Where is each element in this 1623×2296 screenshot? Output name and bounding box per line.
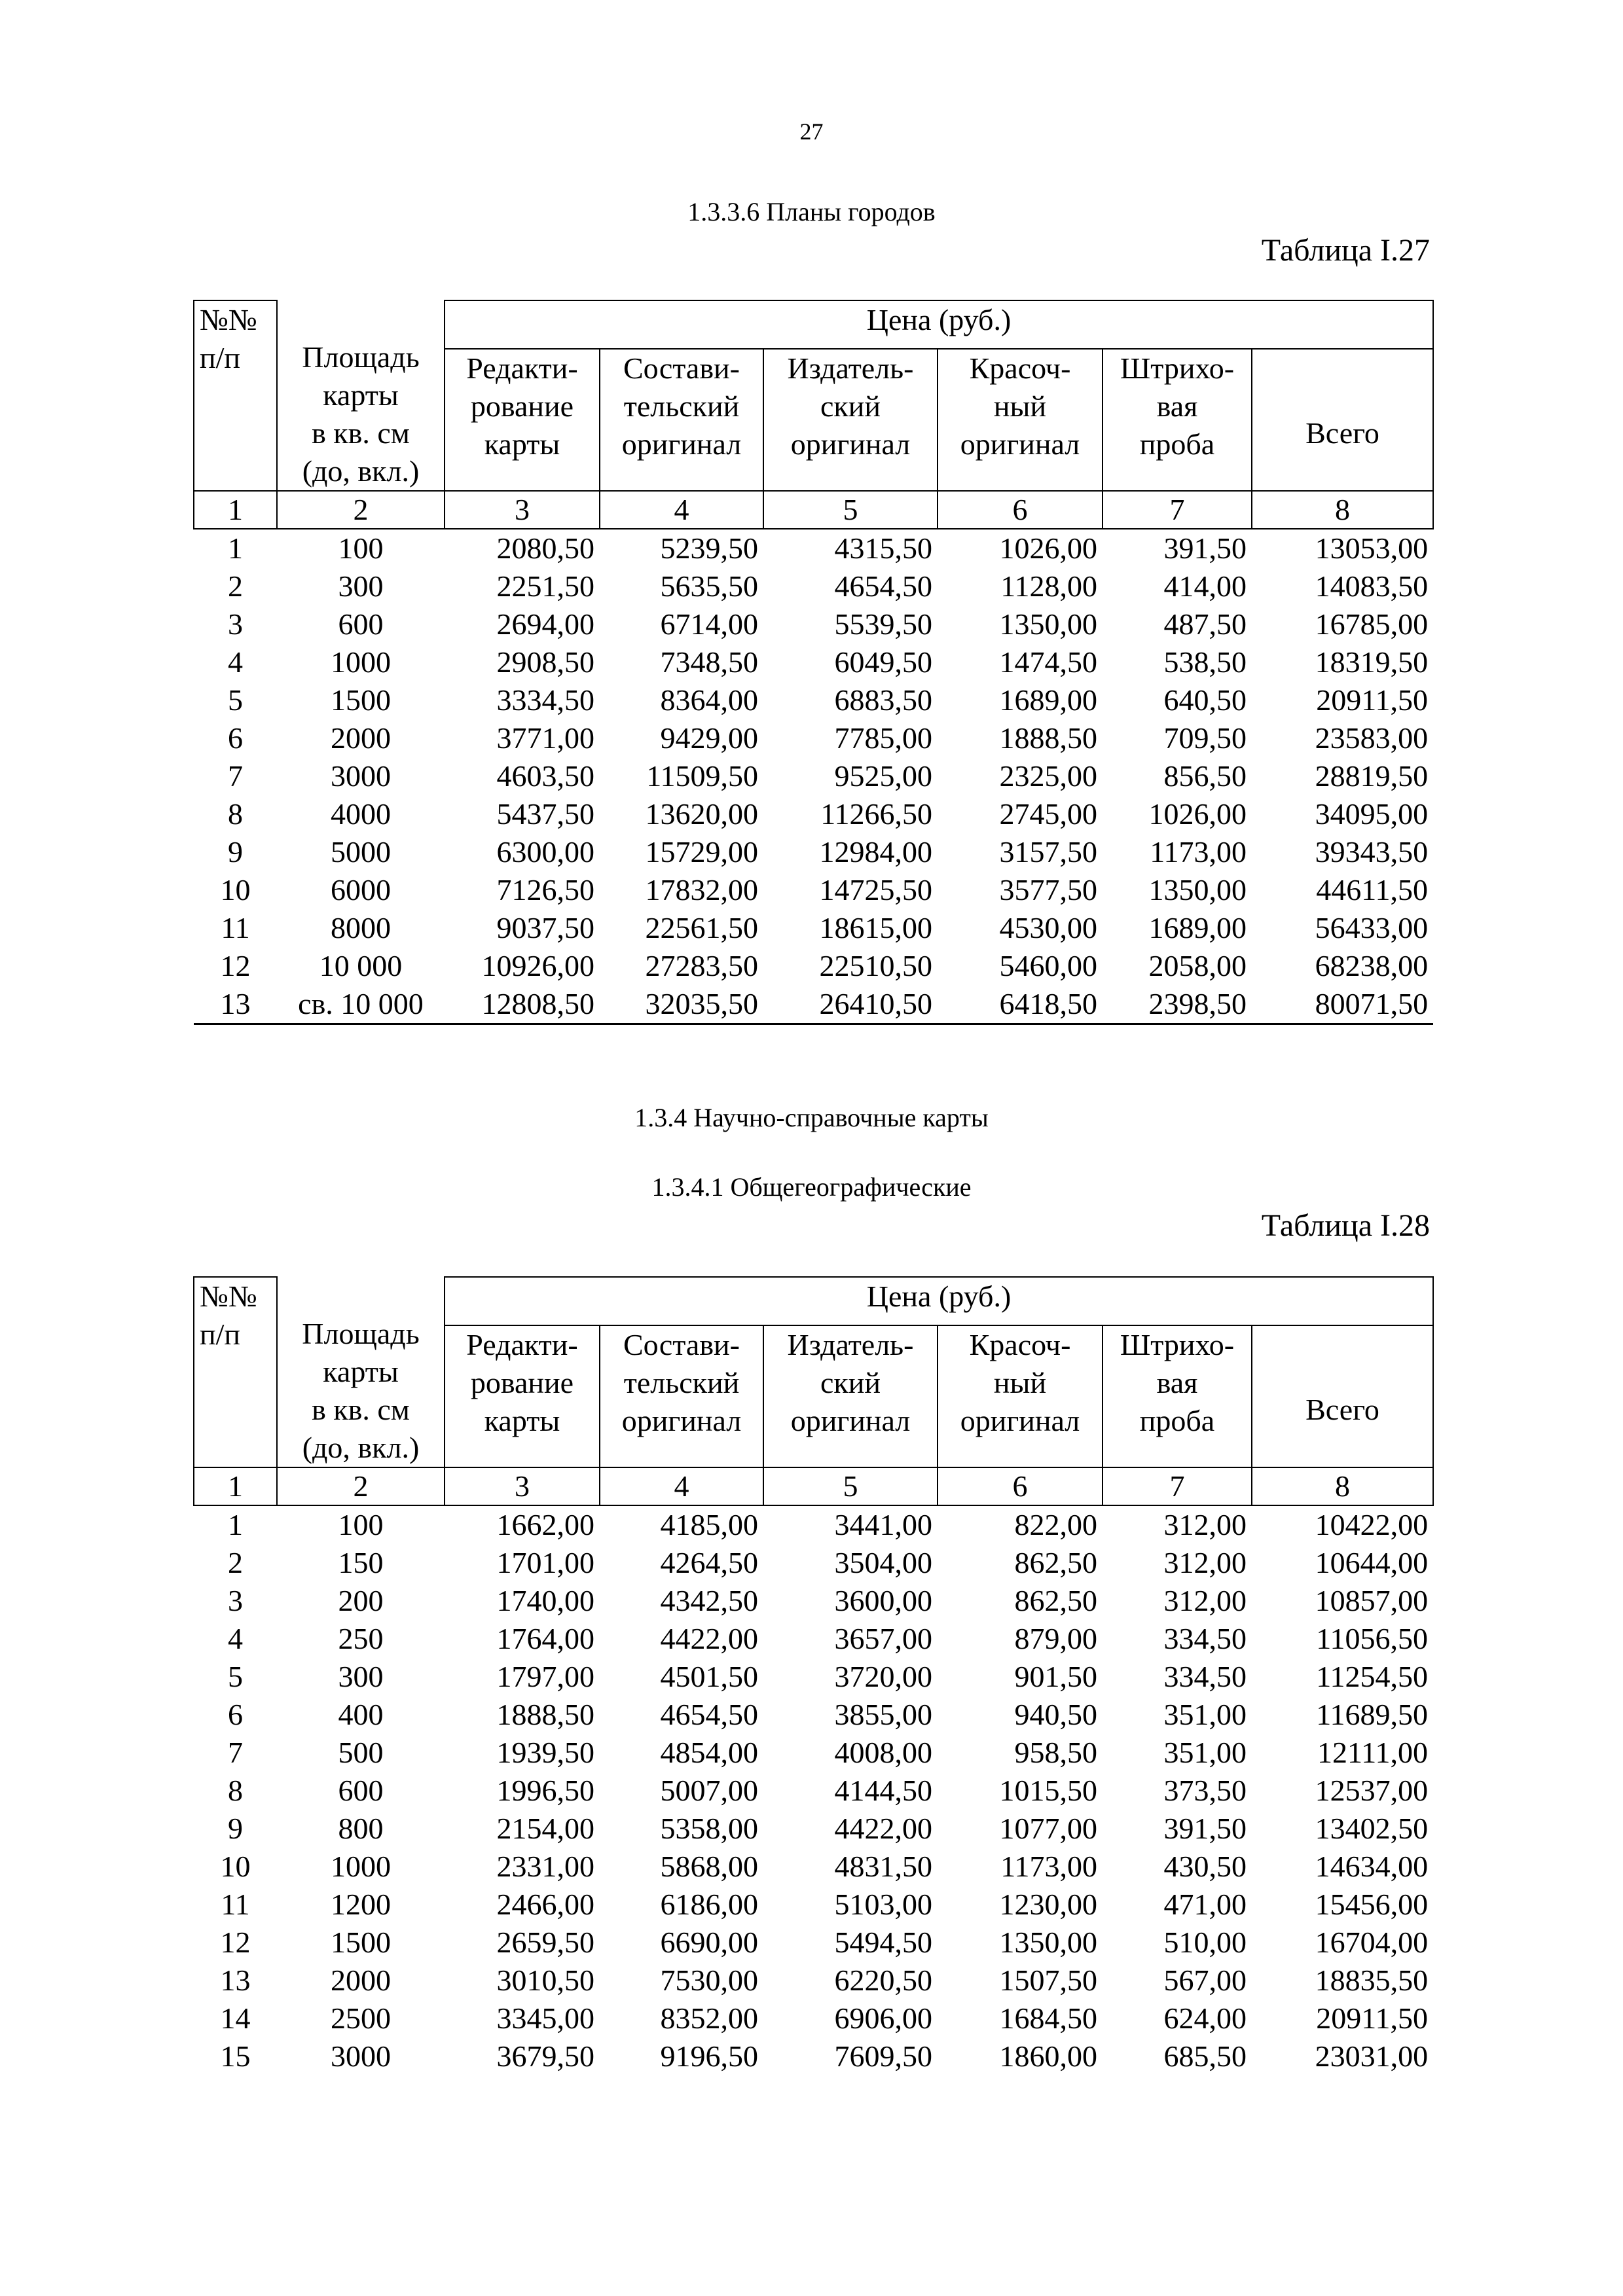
- area-cell: 800: [338, 1812, 384, 1845]
- color-price-cell: 1350,00: [999, 607, 1097, 641]
- row-number-cell: 7: [228, 759, 243, 793]
- compiler-price-cell: 4185,00: [660, 1508, 758, 1541]
- compiler-price-cell: 17832,00: [645, 873, 758, 906]
- row-number-cell: 10: [220, 1850, 251, 1883]
- row-number-cell: 13: [194, 985, 277, 1024]
- table-row: [194, 947, 1433, 985]
- editing-price-cell: 3679,50: [496, 2039, 594, 2073]
- area-cell: 3000: [331, 759, 391, 793]
- total-price-cell: 12537,00: [1315, 1774, 1429, 1807]
- area-cell: 1500: [331, 683, 391, 717]
- proof-price-cell: 1350,00: [1148, 873, 1247, 906]
- total-price-cell: 28819,50: [1315, 759, 1429, 793]
- total-price-cell: 56433,00: [1315, 911, 1429, 944]
- area-cell: 3000: [331, 2039, 391, 2073]
- color-price-cell: 1684,50: [999, 2001, 1097, 2035]
- column-number: 7: [1103, 491, 1252, 529]
- header-number: №№ п/п: [194, 1277, 277, 1467]
- total-price-cell: 23583,00: [1315, 721, 1429, 755]
- table-row: [194, 529, 1433, 567]
- editing-price-cell: 1939,50: [496, 1736, 594, 1769]
- compiler-price-cell: 11509,50: [646, 759, 758, 793]
- compiler-price-cell: 6186,00: [660, 1888, 758, 1921]
- total-price-cell: 10857,00: [1315, 1584, 1429, 1617]
- color-price-cell: 3577,50: [999, 873, 1097, 906]
- publisher-price-cell: 26410,50: [763, 985, 938, 1024]
- row-number-cell: 4: [228, 1622, 243, 1655]
- row-number-cell: 6: [228, 721, 243, 755]
- row-number-cell: 10: [220, 873, 251, 906]
- publisher-price-cell: 7609,50: [834, 2039, 932, 2073]
- area-cell: 1500: [331, 1926, 391, 1959]
- editing-price-cell: 1764,00: [496, 1622, 594, 1655]
- column-number: 6: [938, 1467, 1103, 1505]
- row-number-cell: 3: [228, 1584, 243, 1617]
- area-cell: 500: [338, 1736, 384, 1769]
- color-price-cell: 822,00: [1014, 1508, 1097, 1541]
- proof-price-cell: 510,00: [1163, 1926, 1247, 1959]
- column-number: 4: [600, 1467, 763, 1505]
- area-cell: св. 10 000: [277, 985, 445, 1024]
- publisher-price-cell: 6883,50: [834, 683, 932, 717]
- total-price-cell: 68238,00: [1315, 949, 1429, 982]
- area-cell: 250: [338, 1622, 384, 1655]
- publisher-price-cell: 18615,00: [819, 911, 932, 944]
- proof-price-cell: 2058,00: [1148, 949, 1247, 982]
- total-price-cell: 20911,50: [1316, 683, 1429, 717]
- table-row: [194, 909, 1433, 947]
- table-row: [194, 605, 1433, 643]
- color-price-cell: 1015,50: [999, 1774, 1097, 1807]
- compiler-price-cell: 4422,00: [660, 1622, 758, 1655]
- proof-price-cell: 414,00: [1163, 569, 1247, 603]
- total-price-cell: 13053,00: [1315, 531, 1429, 565]
- header-color-original: Красоч- ный оригинал: [938, 1325, 1103, 1467]
- total-price-cell: 10422,00: [1315, 1508, 1429, 1541]
- header-publisher-original: Издатель- ский оригинал: [763, 349, 938, 491]
- editing-price-cell: 3345,00: [496, 2001, 594, 2035]
- publisher-price-cell: 4144,50: [834, 1774, 932, 1807]
- compiler-price-cell: 6690,00: [660, 1926, 758, 1959]
- proof-price-cell: 640,50: [1163, 683, 1247, 717]
- publisher-price-cell: 3600,00: [834, 1584, 932, 1617]
- row-number-cell: 1: [228, 1508, 243, 1541]
- area-cell: 100: [338, 1508, 384, 1541]
- area-cell: 2000: [331, 721, 391, 755]
- publisher-price-cell: 11266,50: [820, 797, 932, 831]
- editing-price-cell: 2331,00: [496, 1850, 594, 1883]
- section-heading-city-plans: 1.3.3.6 Планы городов: [687, 197, 936, 226]
- compiler-price-cell: 5239,50: [660, 531, 758, 565]
- column-number: 6: [938, 491, 1103, 529]
- table-row: [194, 1582, 1433, 1620]
- area-cell: 150: [338, 1546, 384, 1579]
- publisher-price-cell: 6220,50: [834, 1964, 932, 1997]
- proof-price-cell: 487,50: [1163, 607, 1247, 641]
- column-number: 1: [194, 1467, 277, 1505]
- proof-price-cell: 538,50: [1163, 645, 1247, 679]
- compiler-price-cell: 22561,50: [645, 911, 758, 944]
- editing-price-cell: 2466,00: [496, 1888, 594, 1921]
- proof-price-cell: 430,50: [1163, 1850, 1247, 1883]
- area-cell: 400: [338, 1698, 384, 1731]
- proof-price-cell: 471,00: [1163, 1888, 1247, 1921]
- table-caption-1-28: Таблица I.28: [1261, 1208, 1430, 1243]
- editing-price-cell: 1701,00: [496, 1546, 594, 1579]
- editing-price-cell: 3010,50: [496, 1964, 594, 1997]
- total-price-cell: 14083,50: [1315, 569, 1429, 603]
- color-price-cell: 901,50: [1014, 1660, 1097, 1693]
- area-cell: 8000: [331, 911, 391, 944]
- proof-price-cell: 856,50: [1163, 759, 1247, 793]
- proof-price-cell: 1173,00: [1150, 835, 1247, 869]
- compiler-price-cell: 9429,00: [660, 721, 758, 755]
- publisher-price-cell: 5103,00: [834, 1888, 932, 1921]
- editing-price-cell: 1662,00: [496, 1508, 594, 1541]
- proof-price-cell: 1689,00: [1148, 911, 1247, 944]
- publisher-price-cell: 12984,00: [819, 835, 932, 869]
- page-number: 27: [799, 118, 824, 145]
- color-price-cell: 958,50: [1014, 1736, 1097, 1769]
- area-cell: 5000: [331, 835, 391, 869]
- column-number: 2: [277, 1467, 445, 1505]
- table-row: [194, 871, 1433, 909]
- compiler-price-cell: 5868,00: [660, 1850, 758, 1883]
- editing-price-cell: 9037,50: [496, 911, 594, 944]
- publisher-price-cell: 7785,00: [834, 721, 932, 755]
- editing-price-cell: 2659,50: [496, 1926, 594, 1959]
- total-price-cell: 11056,50: [1316, 1622, 1429, 1655]
- total-price-cell: 16785,00: [1315, 607, 1429, 641]
- row-number-cell: 1: [228, 531, 243, 565]
- color-price-cell: 1860,00: [999, 2039, 1097, 2073]
- editing-price-cell: 2908,50: [496, 645, 594, 679]
- compiler-price-cell: 4654,50: [660, 1698, 758, 1731]
- row-number-cell: 14: [220, 2001, 251, 2035]
- compiler-price-cell: 15729,00: [645, 835, 758, 869]
- table-row: [194, 1696, 1433, 1734]
- compiler-price-cell: 4264,50: [660, 1546, 758, 1579]
- area-cell: 600: [338, 607, 384, 641]
- proof-price-cell: 1026,00: [1148, 797, 1247, 831]
- publisher-price-cell: 3657,00: [834, 1622, 932, 1655]
- publisher-price-cell: 6049,50: [834, 645, 932, 679]
- header-editing: Редакти- рование карты: [445, 349, 600, 491]
- table-row: [194, 1810, 1433, 1848]
- editing-price-cell: 6300,00: [496, 835, 594, 869]
- row-number-cell: 7: [228, 1736, 243, 1769]
- table-row: [194, 1924, 1433, 1962]
- proof-price-cell: 624,00: [1163, 2001, 1247, 2035]
- row-number-cell: 5: [228, 1660, 243, 1693]
- table-row: [194, 1962, 1433, 2000]
- publisher-price-cell: 14725,50: [819, 873, 932, 906]
- proof-price-cell: 334,50: [1163, 1660, 1247, 1693]
- proof-price-cell: 373,50: [1163, 1774, 1247, 1807]
- column-number: 8: [1252, 1467, 1433, 1505]
- compiler-price-cell: 5635,50: [660, 569, 758, 603]
- color-price-cell: 862,50: [1014, 1546, 1097, 1579]
- publisher-price-cell: 5494,50: [834, 1926, 932, 1959]
- publisher-price-cell: 4831,50: [834, 1850, 932, 1883]
- proof-price-cell: 351,00: [1163, 1698, 1247, 1731]
- column-number: 5: [763, 1467, 938, 1505]
- header-area: Площадь карты в кв. см (до, вкл.): [277, 300, 445, 491]
- total-price-cell: 15456,00: [1315, 1888, 1429, 1921]
- table-row: [194, 1505, 1433, 1544]
- area-cell: 1000: [331, 1850, 391, 1883]
- compiler-price-cell: 8364,00: [660, 683, 758, 717]
- color-price-cell: 862,50: [1014, 1584, 1097, 1617]
- compiler-price-cell: 8352,00: [660, 2001, 758, 2035]
- editing-price-cell: 2154,00: [496, 1812, 594, 1845]
- publisher-price-cell: 3504,00: [834, 1546, 932, 1579]
- table-row: [194, 1886, 1433, 1924]
- proof-price-cell: 312,00: [1163, 1584, 1247, 1617]
- proof-price-cell: 709,50: [1163, 721, 1247, 755]
- compiler-price-cell: 9196,50: [660, 2039, 758, 2073]
- editing-price-cell: 2080,50: [496, 531, 594, 565]
- subsection-heading-general-geographic: 1.3.4.1 Общегеографические: [651, 1172, 972, 1202]
- compiler-price-cell: 4854,00: [660, 1736, 758, 1769]
- color-price-cell: 2745,00: [999, 797, 1097, 831]
- compiler-price-cell: 7530,00: [660, 1964, 758, 1997]
- header-compiler-original: Состави- тельский оригинал: [600, 349, 763, 491]
- editing-price-cell: 10926,00: [481, 949, 594, 982]
- publisher-price-cell: 4654,50: [834, 569, 932, 603]
- table-row: [194, 985, 1433, 1024]
- compiler-price-cell: 4342,50: [660, 1584, 758, 1617]
- section-heading-reference-maps: 1.3.4 Научно-справочные карты: [634, 1103, 989, 1132]
- proof-price-cell: 391,50: [1163, 531, 1247, 565]
- total-price-cell: 11254,50: [1316, 1660, 1429, 1693]
- color-price-cell: 940,50: [1014, 1698, 1097, 1731]
- total-price-cell: 39343,50: [1315, 835, 1429, 869]
- editing-price-cell: 5437,50: [496, 797, 594, 831]
- table-row: [194, 719, 1433, 757]
- publisher-price-cell: 4008,00: [834, 1736, 932, 1769]
- compiler-price-cell: 4501,50: [660, 1660, 758, 1693]
- row-number-cell: 12: [220, 1926, 251, 1959]
- table-row: [194, 681, 1433, 719]
- area-cell: 2000: [331, 1964, 391, 1997]
- color-price-cell: 1474,50: [999, 645, 1097, 679]
- publisher-price-cell: 5539,50: [834, 607, 932, 641]
- row-number-cell: 12: [220, 949, 251, 982]
- area-cell: 300: [338, 569, 384, 603]
- row-number-cell: 9: [228, 835, 243, 869]
- header-total: Всего: [1252, 1325, 1433, 1467]
- price-table-1-27: [193, 300, 1434, 1025]
- editing-price-cell: 2694,00: [496, 607, 594, 641]
- editing-price-cell: 2251,50: [496, 569, 594, 603]
- header-editing: Редакти- рование карты: [445, 1325, 600, 1467]
- editing-price-cell: 3334,50: [496, 683, 594, 717]
- compiler-price-cell: 13620,00: [645, 797, 758, 831]
- publisher-price-cell: 3855,00: [834, 1698, 932, 1731]
- row-number-cell: 5: [228, 683, 243, 717]
- area-cell: 6000: [331, 873, 391, 906]
- header-number: №№ п/п: [194, 300, 277, 491]
- table-row: [194, 1848, 1433, 1886]
- total-price-cell: 44611,50: [1316, 873, 1429, 906]
- compiler-price-cell: 27283,50: [645, 949, 758, 982]
- area-cell: 2500: [331, 2001, 391, 2035]
- color-price-cell: 1173,00: [1000, 1850, 1097, 1883]
- column-number-row: [194, 1467, 1433, 1505]
- proof-price-cell: 685,50: [1163, 2039, 1247, 2073]
- compiler-price-cell: 6714,00: [660, 607, 758, 641]
- header-color-original: Красоч- ный оригинал: [938, 349, 1103, 491]
- column-number: 5: [763, 491, 938, 529]
- publisher-price-cell: 3720,00: [834, 1660, 932, 1693]
- publisher-price-cell: 4422,00: [834, 1812, 932, 1845]
- total-price-cell: 20911,50: [1316, 2001, 1429, 2035]
- editing-price-cell: 1888,50: [496, 1698, 594, 1731]
- column-number: 4: [600, 491, 763, 529]
- publisher-price-cell: 6906,00: [834, 2001, 932, 2035]
- table-row: [194, 1772, 1433, 1810]
- column-number: 3: [445, 491, 600, 529]
- total-price-cell: 13402,50: [1315, 1812, 1429, 1845]
- publisher-price-cell: 4315,50: [834, 531, 932, 565]
- editing-price-cell: 7126,50: [496, 873, 594, 906]
- color-price-cell: 1350,00: [999, 1926, 1097, 1959]
- area-cell: 100: [338, 531, 384, 565]
- area-cell: 300: [338, 1660, 384, 1693]
- table-row: [194, 2037, 1433, 2075]
- area-cell: 600: [338, 1774, 384, 1807]
- proof-price-cell: 334,50: [1163, 1622, 1247, 1655]
- row-number-cell: 4: [228, 645, 243, 679]
- table-row: [194, 643, 1433, 681]
- color-price-cell: 1128,00: [1000, 569, 1097, 603]
- total-price-cell: 80071,50: [1252, 985, 1433, 1024]
- table-row: [194, 757, 1433, 795]
- price-table-1-28: [193, 1276, 1434, 2075]
- editing-price-cell: 3771,00: [496, 721, 594, 755]
- publisher-price-cell: 9525,00: [834, 759, 932, 793]
- proof-price-cell: 312,00: [1163, 1546, 1247, 1579]
- color-price-cell: 879,00: [1014, 1622, 1097, 1655]
- color-price-cell: 5460,00: [999, 949, 1097, 982]
- table-caption-1-27: Таблица I.27: [1261, 233, 1430, 268]
- total-price-cell: 18319,50: [1315, 645, 1429, 679]
- total-price-cell: 11689,50: [1316, 1698, 1429, 1731]
- area-cell: 4000: [331, 797, 391, 831]
- total-price-cell: 14634,00: [1315, 1850, 1429, 1883]
- total-price-cell: 18835,50: [1315, 1964, 1429, 1997]
- total-price-cell: 23031,00: [1315, 2039, 1429, 2073]
- row-number-cell: 11: [221, 911, 250, 944]
- color-price-cell: 1077,00: [999, 1812, 1097, 1845]
- total-price-cell: 10644,00: [1315, 1546, 1429, 1579]
- header-compiler-original: Состави- тельский оригинал: [600, 1325, 763, 1467]
- compiler-price-cell: 32035,50: [600, 985, 763, 1024]
- color-price-cell: 1026,00: [999, 531, 1097, 565]
- table-row: [194, 2000, 1433, 2037]
- editing-price-cell: 12808,50: [445, 985, 600, 1024]
- header-proof: Штрихо- вая проба: [1103, 349, 1252, 491]
- header-area: Площадь карты в кв. см (до, вкл.): [277, 1277, 445, 1467]
- color-price-cell: 6418,50: [938, 985, 1103, 1024]
- table-row: [194, 1544, 1433, 1582]
- column-number: 8: [1252, 491, 1433, 529]
- editing-price-cell: 4603,50: [496, 759, 594, 793]
- header-total: Всего: [1252, 349, 1433, 491]
- total-price-cell: 16704,00: [1315, 1926, 1429, 1959]
- area-cell: 200: [338, 1584, 384, 1617]
- color-price-cell: 1689,00: [999, 683, 1097, 717]
- table-row: [194, 1658, 1433, 1696]
- color-price-cell: 3157,50: [999, 835, 1097, 869]
- column-number: 7: [1103, 1467, 1252, 1505]
- row-number-cell: 13: [220, 1964, 251, 1997]
- total-price-cell: 12111,00: [1317, 1736, 1429, 1769]
- color-price-cell: 2325,00: [999, 759, 1097, 793]
- color-price-cell: 1230,00: [999, 1888, 1097, 1921]
- area-cell: 1200: [331, 1888, 391, 1921]
- compiler-price-cell: 7348,50: [660, 645, 758, 679]
- publisher-price-cell: 3441,00: [834, 1508, 932, 1541]
- table-row: [194, 1620, 1433, 1658]
- row-number-cell: 9: [228, 1812, 243, 1845]
- table-row: [194, 567, 1433, 605]
- editing-price-cell: 1996,50: [496, 1774, 594, 1807]
- editing-price-cell: 1797,00: [496, 1660, 594, 1693]
- row-number-cell: 3: [228, 607, 243, 641]
- color-price-cell: 1507,50: [999, 1964, 1097, 1997]
- column-number: 1: [194, 491, 277, 529]
- row-number-cell: 2: [228, 569, 243, 603]
- compiler-price-cell: 5358,00: [660, 1812, 758, 1845]
- proof-price-cell: 2398,50: [1103, 985, 1252, 1024]
- proof-price-cell: 312,00: [1163, 1508, 1247, 1541]
- row-number-cell: 11: [221, 1888, 250, 1921]
- publisher-price-cell: 22510,50: [819, 949, 932, 982]
- color-price-cell: 4530,00: [999, 911, 1097, 944]
- header-publisher-original: Издатель- ский оригинал: [763, 1325, 938, 1467]
- row-number-cell: 15: [220, 2039, 251, 2073]
- column-number: 3: [445, 1467, 600, 1505]
- column-number-row: [194, 491, 1433, 529]
- header-price-group: Цена (руб.): [445, 300, 1433, 349]
- area-cell: 1000: [331, 645, 391, 679]
- compiler-price-cell: 5007,00: [660, 1774, 758, 1807]
- proof-price-cell: 567,00: [1163, 1964, 1247, 1997]
- header-proof: Штрихо- вая проба: [1103, 1325, 1252, 1467]
- editing-price-cell: 1740,00: [496, 1584, 594, 1617]
- table-row: [194, 833, 1433, 871]
- total-price-cell: 34095,00: [1315, 797, 1429, 831]
- area-cell: 10 000: [319, 949, 403, 982]
- table-row: [194, 795, 1433, 833]
- row-number-cell: 6: [228, 1698, 243, 1731]
- row-number-cell: 8: [228, 1774, 243, 1807]
- color-price-cell: 1888,50: [999, 721, 1097, 755]
- proof-price-cell: 391,50: [1163, 1812, 1247, 1845]
- table-row: [194, 1734, 1433, 1772]
- row-number-cell: 2: [228, 1546, 243, 1579]
- header-price-group: Цена (руб.): [445, 1277, 1433, 1325]
- column-number: 2: [277, 491, 445, 529]
- proof-price-cell: 351,00: [1163, 1736, 1247, 1769]
- row-number-cell: 8: [228, 797, 243, 831]
